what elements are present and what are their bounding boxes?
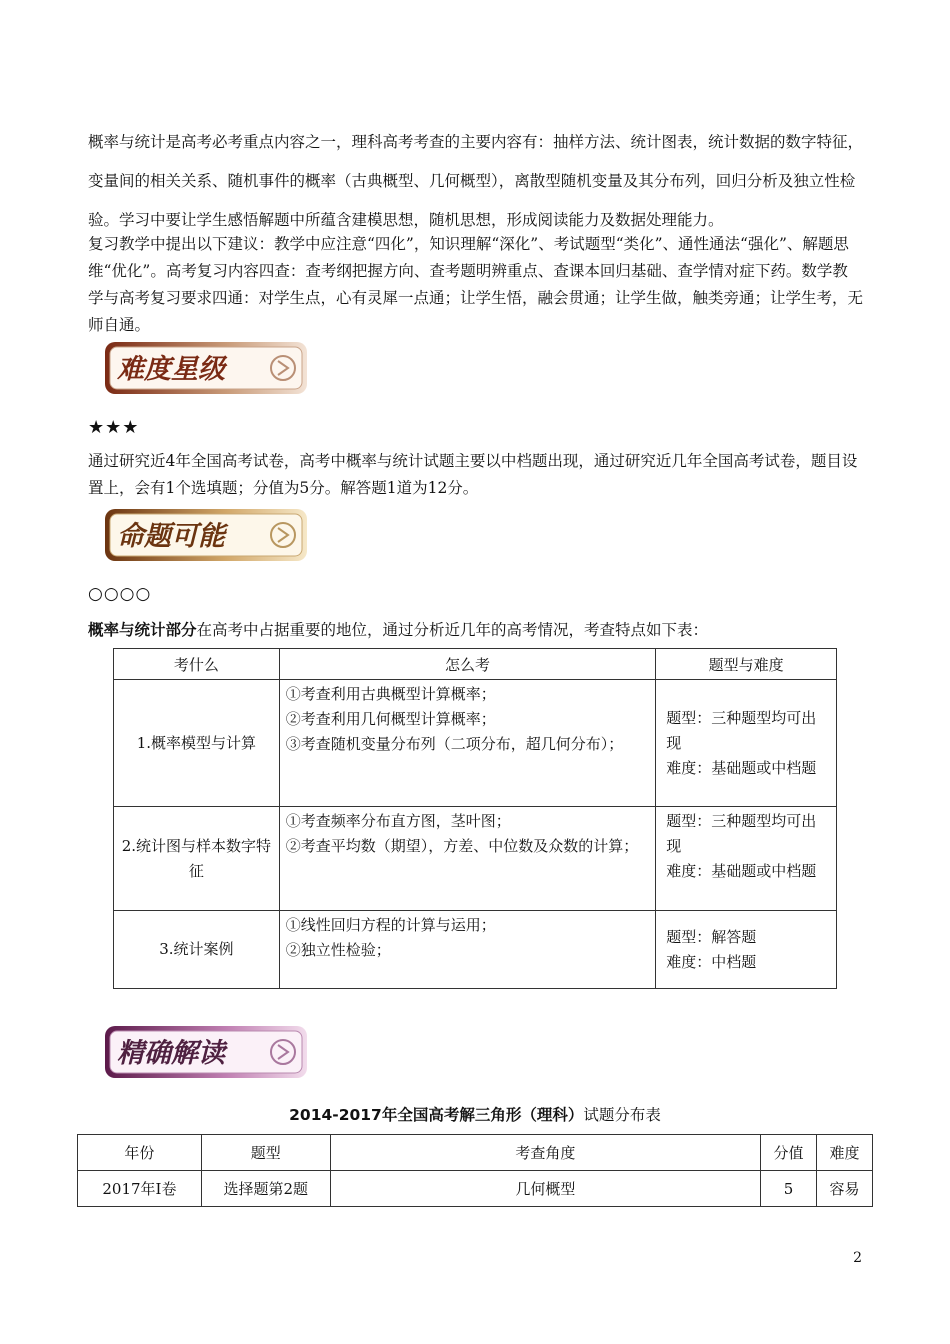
distribution-table <box>77 1134 873 1207</box>
table-cell: 2017年Ⅰ卷 <box>78 1171 202 1207</box>
how-cell <box>279 807 655 911</box>
intro-paragraph-2: 复习教学中提出以下建议：教学中应注意“四化”，知识理解“深化”、考试题型“类化”、通性通法“强化”、解题思维“优化”。高考复习内容四查：查考纲把握方向、查考题明辨重点、查课本回归基础、查学情对症下药。数学教学与高考复习要求四通：对学生点，心有灵犀一点通；让学生悟，融会贯通；让学生做，触类旁通；让学生考，无师自通。 <box>88 235 864 334</box>
difficulty-text: 通过研究近4年全国高考试卷，高考中概率与统计试题主要以中档题出现，通过研究近几年全国高考试卷，题目设置上，会有1个选填题；分值为5分。解答题1道为12分。 <box>88 452 858 497</box>
type-text: 题型：三种题型均可出现 <box>666 708 817 752</box>
table-cell: 5 <box>761 1171 817 1207</box>
how-item: ①线性回归方程的计算与运用； <box>285 916 496 934</box>
table-row <box>78 1171 873 1207</box>
table-header-row <box>78 1135 873 1171</box>
type-text: 题型：三种题型均可出现 <box>666 812 817 855</box>
analysis-banner <box>103 1024 309 1080</box>
how-item: ②考查利用几何概型计算概率； <box>285 710 496 728</box>
table-header-cell: 年份 <box>78 1135 202 1171</box>
page-number: 2 <box>853 1250 862 1266</box>
likely-lead-bold: 概率与统计部分 <box>88 621 197 639</box>
likely-banner <box>103 507 309 563</box>
type-difficulty-cell <box>656 680 837 807</box>
exam-features-table <box>113 648 837 989</box>
analysis-banner-text: 精确解读 <box>117 1038 225 1069</box>
difficulty-banner-text: 难度星级 <box>117 354 225 385</box>
difficulty-level-text: 难度：中档题 <box>666 952 757 971</box>
how-item: ①考查利用古典概型计算概率； <box>285 685 496 703</box>
intro-paragraph-1: 概率与统计是高考必考重点内容之一，理科高考考查的主要内容有：抽样方法、统计图表，统计数据的数字特征，变量间的相关关系、随机事件的概率（古典概型、几何概型），离散型随机变量及其分布列，回归分析及独立性检验。学习中要让学生感悟解题中所蕴含建模思想，随机思想，形成阅读能力及数据处理能力。 <box>88 133 864 229</box>
type-text: 题型：解答题 <box>666 927 757 946</box>
table-header-cell: 分值 <box>761 1135 817 1171</box>
topic-cell: 2.统计图与样本数字特征 <box>114 807 280 911</box>
table-caption <box>0 1103 950 1125</box>
table-row <box>114 807 837 911</box>
table-cell: 选择题第2题 <box>201 1171 330 1207</box>
how-cell <box>279 911 655 989</box>
likely-circles: ○○○○ <box>88 584 152 604</box>
how-cell <box>279 680 655 807</box>
topic-cell: 3.统计案例 <box>114 911 280 989</box>
caption-bold: 2014-2017年全国高考解三角形（理科） <box>289 1106 584 1124</box>
topic-cell: 1.概率模型与计算 <box>114 680 280 807</box>
table-cell: 容易 <box>817 1171 873 1207</box>
likely-lead-rest: 在高考中占据重要的地位，通过分析近几年的高考情况，考查特点如下表： <box>196 621 709 639</box>
how-item: ②独立性检验； <box>285 941 391 959</box>
table-header-cell: 考什么 <box>114 649 280 680</box>
caption-rest: 试题分布表 <box>583 1106 661 1124</box>
likely-lead <box>88 618 863 642</box>
difficulty-level-text: 难度：基础题或中档题 <box>666 758 817 777</box>
difficulty-level-text: 难度：基础题或中档题 <box>666 862 817 880</box>
how-item: ②考查平均数（期望），方差、中位数及众数的计算； <box>285 837 639 855</box>
table-row <box>114 911 837 989</box>
table-row <box>114 680 837 807</box>
table-header-cell: 考查角度 <box>330 1135 760 1171</box>
table-cell: 几何概型 <box>330 1171 760 1207</box>
how-item: ①考查频率分布直方图，茎叶图； <box>285 812 511 830</box>
type-difficulty-cell <box>656 807 837 911</box>
table-header-cell: 怎么考 <box>279 649 655 680</box>
table-header-cell: 题型与难度 <box>656 649 837 680</box>
table-header-row <box>114 649 837 680</box>
how-item: ③考查随机变量分布列（二项分布，超几何分布）； <box>285 735 624 753</box>
type-difficulty-cell <box>656 911 837 989</box>
difficulty-banner <box>103 340 309 396</box>
difficulty-stars: ★★★ <box>88 417 140 438</box>
table-header-cell: 难度 <box>817 1135 873 1171</box>
likely-banner-text: 命题可能 <box>117 521 225 552</box>
table-header-cell: 题型 <box>201 1135 330 1171</box>
